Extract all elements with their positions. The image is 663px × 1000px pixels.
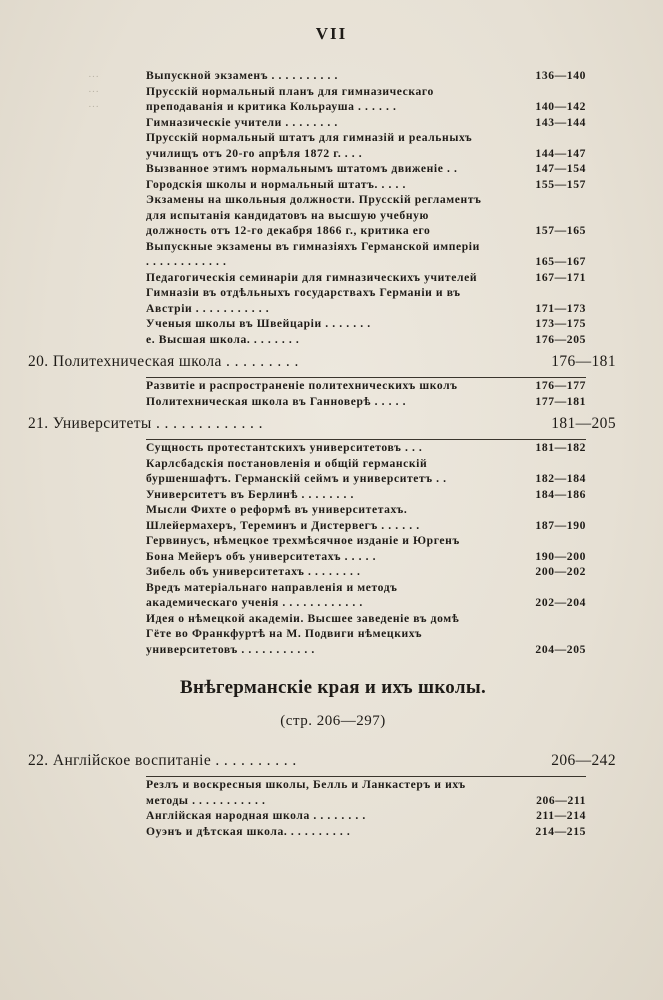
toc-entry-title: Гимназическіе учители . . . . . . . . xyxy=(146,115,338,129)
toc-entry-pages: 177—181 xyxy=(535,394,586,408)
section-20 xyxy=(28,351,616,373)
toc-entry-pages: 147—154 xyxy=(535,162,586,175)
toc-entry xyxy=(146,161,586,177)
toc-entry-title: Выпускные экзамены въ гимназіяхъ Германской имперіи . . . . . . . . . . . . xyxy=(146,239,480,268)
toc-entry-pages: 165—167 xyxy=(535,255,586,268)
section-22 xyxy=(28,750,616,772)
toc-entry-title: Педагогическія семинаріи для гимназическихъ учителей xyxy=(146,270,478,284)
toc-entry-pages: 190—200 xyxy=(535,549,586,563)
toc-entry xyxy=(146,177,586,193)
toc-entry-pages: 182—184 xyxy=(535,472,586,485)
toc-entry-title: Сущность протестантскихъ университетовъ . . . xyxy=(146,441,423,454)
toc-entry-pages: 157—165 xyxy=(535,224,586,237)
toc-entry-title: Университетъ въ Берлинѣ . . . . . . . . xyxy=(146,487,354,501)
toc-entry-pages: 140—142 xyxy=(535,100,586,113)
section-21-title: 21. Университеты . . . . . . . . . . . . . xyxy=(28,415,263,432)
toc-entry-pages: 171—173 xyxy=(535,301,586,315)
toc-entry-pages: 143—144 xyxy=(535,115,586,129)
section-22-pages: 206—242 xyxy=(551,752,616,769)
toc-entry xyxy=(146,192,586,239)
part-range: (стр. 206—297) xyxy=(280,713,386,729)
toc-entry-pages: 167—171 xyxy=(535,270,586,284)
toc-entry-title: Гимназіи въ отдѣльныхъ государствахъ Германіи и въ Австріи . . . . . . . . . . . xyxy=(146,286,461,315)
toc-entry-title: Городскія школы и нормальный штатъ. . . . . xyxy=(146,177,407,191)
toc-entry-pages: 200—202 xyxy=(535,565,586,578)
toc-entry-pages: 181—182 xyxy=(535,441,586,454)
toc-entry-pages: 202—204 xyxy=(535,596,586,609)
toc-entry-title: Зибель объ университетахъ . . . . . . . . xyxy=(146,565,361,578)
section-20-title: 20. Политехническая школа . . . . . . . . . xyxy=(28,353,299,370)
toc-entry-title: Выпускной экзаменъ . . . . . . . . . . xyxy=(146,69,339,82)
toc-entry-pages: 206—211 xyxy=(536,793,586,807)
toc-entry xyxy=(146,377,586,394)
toc-entry-title: Прусскій нормальный штатъ для гимназій и реальныхъ училищъ отъ 20-го апрѣля 1872 г. . . . xyxy=(146,131,473,160)
toc-entry xyxy=(146,580,586,611)
toc-entry xyxy=(146,332,586,348)
toc-entry-title: Вредъ матеріальнаго направленія и методъ академическаго ученія . . . . . . . . . . . . xyxy=(146,580,398,609)
toc-entry-title: е. Высшая школа. . . . . . . . xyxy=(146,332,300,346)
section-21 xyxy=(28,413,616,435)
toc-entry xyxy=(146,533,586,564)
toc-entry-title: Идея о нѣмецкой академіи. Высшее заведеніе въ домѣ Гёте во Франкфуртѣ на М. Подвиги нѣмецкихъ университетовъ . . . . . . . . . . . xyxy=(146,611,460,656)
toc-entry-pages: 144—147 xyxy=(535,146,586,160)
toc-entry xyxy=(146,285,586,316)
toc-entry-pages: 176—205 xyxy=(535,332,586,346)
section-22-title: 22. Англійское воспитаніе . . . . . . . . . . xyxy=(28,752,297,769)
toc-entry-title: Оуэнъ и дѣтская школа. . . . . . . . . . xyxy=(146,824,351,838)
toc-entry xyxy=(146,394,586,410)
table-of-contents xyxy=(28,68,638,839)
toc-entry xyxy=(146,564,586,580)
toc-entry-pages: 187—190 xyxy=(535,518,586,532)
toc-entry-title: Экзамены на школьныя должности. Прусскій регламентъ для испытанія кандидатовъ на высшую учебную должность отъ 12-го декабря 1866 г., критика его xyxy=(146,193,482,237)
section-22-entries xyxy=(28,776,638,839)
toc-entry xyxy=(146,239,586,270)
toc-entry xyxy=(146,502,586,533)
toc-entry-title: Прусскій нормальный планъ для гимназическаго преподаванія и критика Кольрауша . . . . . . xyxy=(146,84,434,113)
toc-entry-pages: 136—140 xyxy=(535,69,586,82)
section-21-entries xyxy=(28,439,638,657)
part-heading: Внѣгерманскіе края и ихъ школы. xyxy=(179,677,487,698)
toc-entry-title: Карлсбадскія постановленія и общій германскій буршеншафтъ. Германскій сеймъ и университетъ . . xyxy=(146,456,447,485)
toc-entry xyxy=(146,270,586,286)
toc-entry-title: Резлъ и воскресныя школы, Белль и Ланкастеръ и ихъ методы . . . . . . . . . . . xyxy=(146,778,466,807)
toc-entry xyxy=(146,84,586,115)
page-number: VII xyxy=(315,24,348,43)
toc-entry xyxy=(146,439,586,456)
section-20-entries xyxy=(28,377,638,409)
toc-entry-title: Гервинусъ, нѣмецкое трехмѣсячное изданіе и Юргенъ Бона Мейеръ объ университетахъ . . . . . xyxy=(146,534,460,563)
toc-entry-pages: 214—215 xyxy=(535,824,586,838)
toc-entry xyxy=(146,487,586,503)
toc-entry-title: Англійская народная школа . . . . . . . . xyxy=(146,809,366,822)
toc-entry xyxy=(146,456,586,487)
toc-entry-pages: 204—205 xyxy=(535,642,586,656)
toc-entry-pages: 173—175 xyxy=(535,317,586,330)
toc-entry-pages: 155—157 xyxy=(535,177,586,191)
toc-entry-pages: 211—214 xyxy=(536,809,586,822)
toc-entry-title: Вызванное этимъ нормальнымъ штатомъ движеніе . . xyxy=(146,162,458,175)
toc-entry xyxy=(146,808,586,824)
toc-entry xyxy=(146,611,586,658)
toc-entry xyxy=(146,115,586,131)
toc-entry-title: Развитіе и распространеніе политехническихъ школъ xyxy=(146,379,458,392)
toc-entry xyxy=(146,824,586,840)
toc-entry-title: Политехническая школа въ Ганноверѣ . . . . . xyxy=(146,394,407,408)
bleed-through-marks: ··· ··· ··· xyxy=(88,71,105,113)
toc-entry-pages: 176—177 xyxy=(535,379,586,392)
section-20-pages: 176—181 xyxy=(551,353,616,370)
toc-entry xyxy=(146,316,586,332)
toc-entry-title: Ученыя школы въ Швейцаріи . . . . . . . xyxy=(146,317,371,330)
toc-entry xyxy=(146,68,586,84)
toc-entry xyxy=(146,776,586,808)
toc-entry-pages: 184—186 xyxy=(535,487,586,501)
section-21-pages: 181—205 xyxy=(551,415,616,432)
toc-entry-title: Мысли Фихте о реформѣ въ университетахъ. Шлейермахеръ, Тереминъ и Дистервегъ . . . . . . xyxy=(146,503,420,532)
top-entries xyxy=(28,68,638,347)
toc-entry xyxy=(146,130,586,161)
